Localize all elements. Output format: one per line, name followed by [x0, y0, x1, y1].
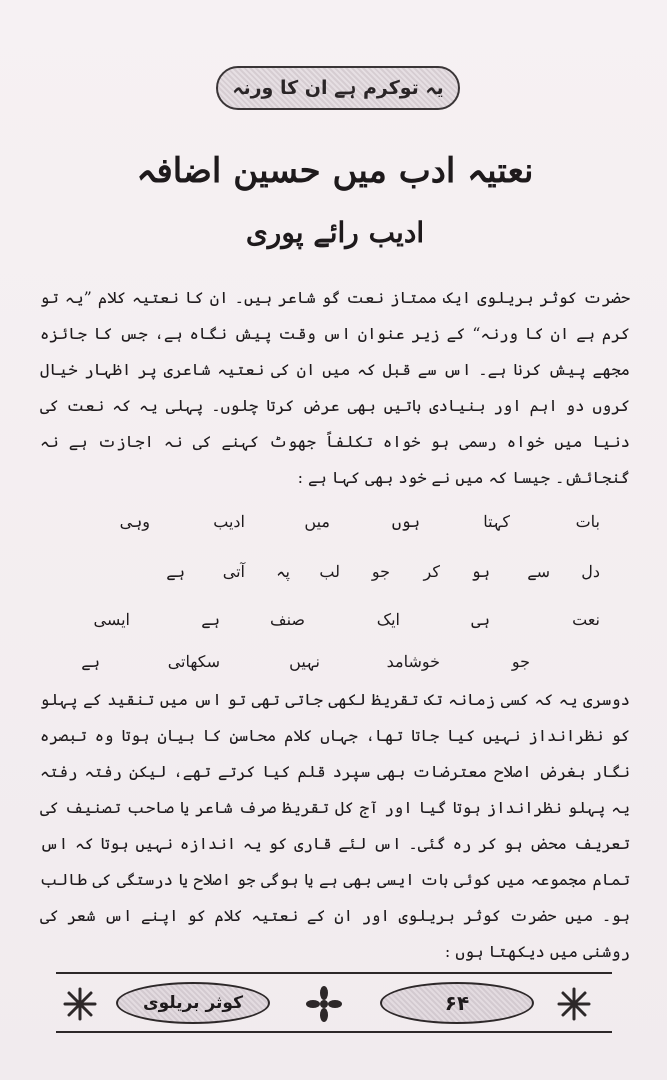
verse-word: ہے [81, 652, 100, 671]
verse-word: ہے [201, 610, 220, 629]
verse-word: ہو [471, 562, 490, 581]
verse-word: صنف [270, 610, 305, 629]
verse-word: سے [527, 562, 550, 581]
verse-word: کر [423, 562, 440, 581]
verse-word: جو [511, 652, 530, 671]
paragraph-2: دوسری یہ کہ کسی زمانہ تک تقریظ لکھی جاتی تھی تو اس میں تنقید کے پہلو کو نظرانداز نہیں کیا جاتا تھا، جہاں کلام محاسن کا بیان ہوتا وہ تبصرہ نگار بغرض اصلاح معترضات بھی سپرد قلم کیا کرتے تھے، لیکن رفتہ رفتہ یہ پہلو نظرانداز ہوتا گیا اور آج کل تقریظ صرف شاعر یا صاحب تصنیف کی تعریف محض ہو کر رہ گئی۔ اس لئے قاری کو یہ اندازہ نہیں ہوتا کہ اس تمام مجموعہ میں کوئی بات ایسی بھی ہے یا ہوگی جو اصلاح یا درستگی کی طالب ہو۔ میں حضرت کوثر بریلوی اور ان کے نعتیہ کلام کو اپنے اس شعر کی روشنی میں دیکھتا ہوں : [40, 690, 630, 961]
verse-word: ہی [471, 610, 490, 629]
verse-word: ہے [166, 562, 185, 581]
asterisk-ornament-icon [62, 986, 98, 1022]
verse-word: بات [575, 512, 600, 531]
verse-line-4 [40, 652, 600, 682]
article-author: ادیب رائے پوری [245, 216, 425, 249]
verse-word: دل [581, 562, 600, 581]
footer-author: کوثر بریلوی [143, 993, 243, 1013]
article-title: نعتیہ ادب میں حسین اضافہ [136, 151, 534, 191]
running-title-badge [216, 66, 460, 110]
verse-word: سکھاتی [167, 652, 220, 671]
footer-bottom-rule [56, 1031, 612, 1033]
verse-word: خوشامد [386, 652, 440, 671]
verse-word: ایسی [93, 610, 130, 629]
verse-line-3 [40, 610, 600, 640]
verse-line-2 [40, 562, 600, 592]
verse-word: وہی [119, 512, 150, 531]
running-title: یہ توکرم ہے ان کا ورنہ [232, 77, 444, 99]
page-number-badge [380, 982, 534, 1024]
verse-word: جو [371, 562, 390, 581]
verse-word: آتی [222, 562, 245, 581]
verse-word: نہیں [289, 652, 320, 671]
verse-word: لب [319, 562, 340, 581]
verse-line-1 [40, 512, 600, 542]
verse-word: ایک [376, 610, 400, 629]
footer-author-badge [116, 982, 270, 1024]
verse-word: کہتا [483, 512, 510, 531]
verse-word: پہ [276, 562, 290, 581]
page-number: ۶۴ [444, 991, 470, 1015]
verse-word: نعت [572, 610, 600, 629]
verse-word: میں [304, 512, 330, 531]
paragraph-1: حضرت کوثر بریلوی ایک ممتاز نعت گو شاعر ہیں۔ ان کا نعتیہ کلام ”یہ تو کرم ہے ان کا ورنہ“ کے زیر عنوان اس وقت پیش نگاہ ہے، جس کا جائزہ مجھے پیش کرنا ہے۔ اس سے قبل کہ میں ان کی نعتیہ شاعری پر اظہار خیال کروں دو اہم اور بنیادی باتیں بھی عرض کرتا چلوں۔ پہلی یہ کہ نعت کی دنیا میں خواہ رسمی ہو خواہ تکلفاً جھوٹ کہنے کی نہ اجازت ہے نہ گنجائش۔ جیسا کہ میں نے خود بھی کہا ہے : [40, 288, 630, 487]
verse-word: ادیب [213, 512, 245, 531]
verse-word: ہوں [391, 512, 420, 531]
footer-top-rule [56, 972, 612, 974]
flower-ornament-icon [306, 986, 342, 1022]
asterisk-ornament-icon [556, 986, 592, 1022]
